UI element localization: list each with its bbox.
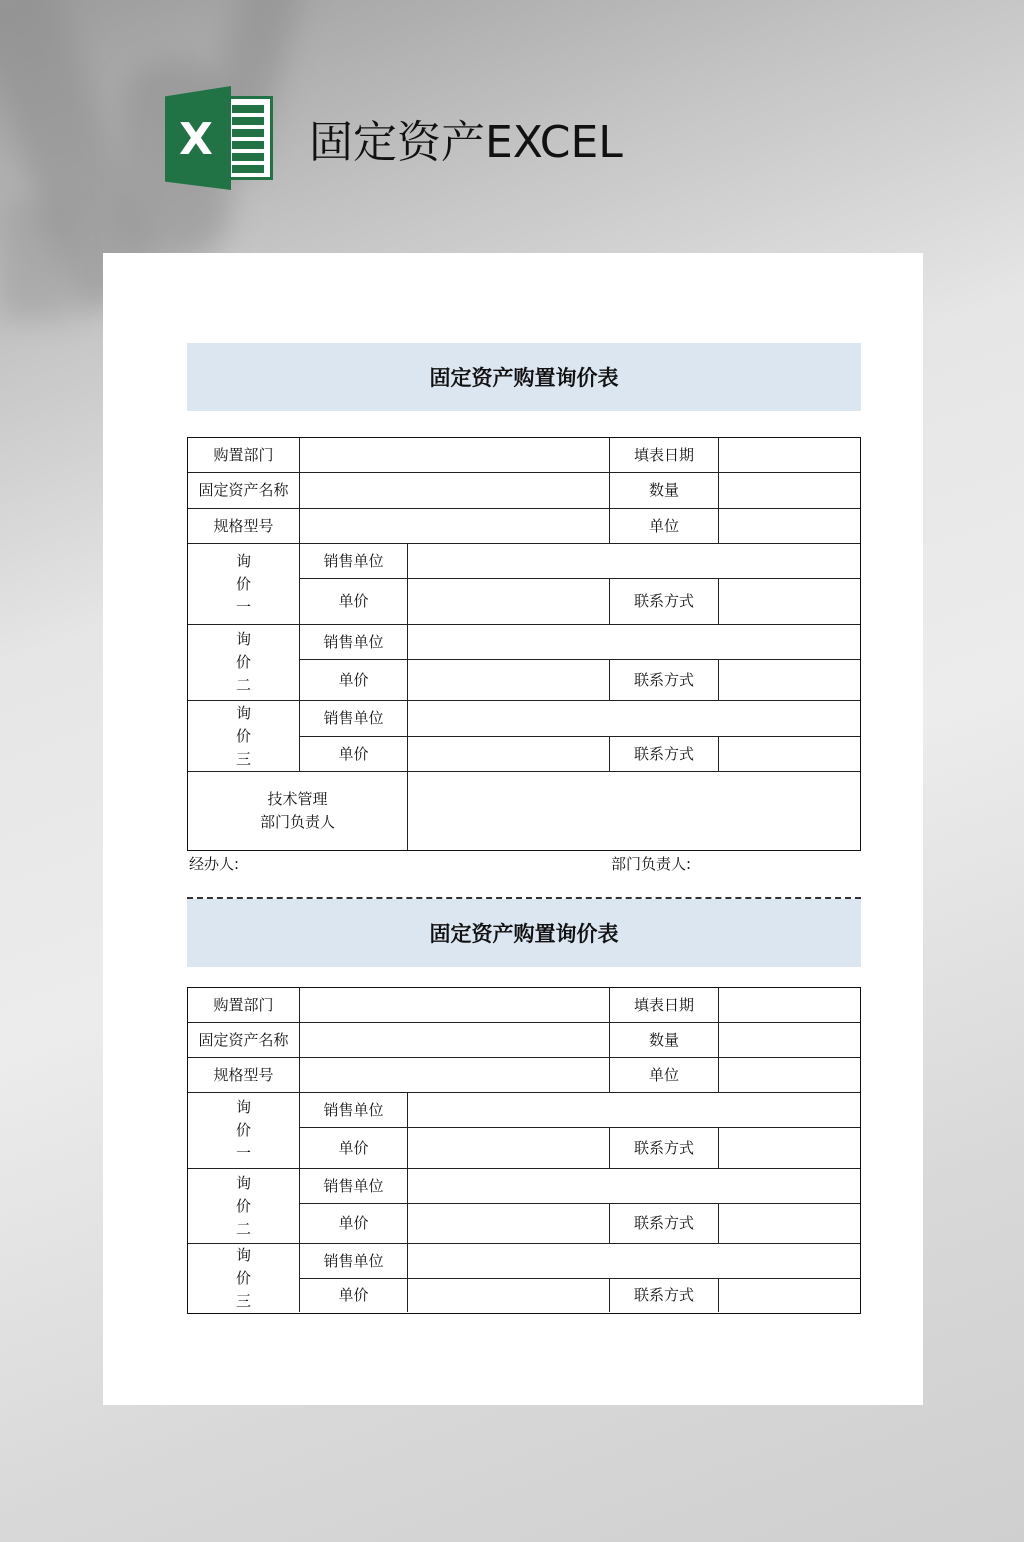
seller-input[interactable] (408, 701, 860, 737)
unit-input[interactable] (719, 509, 860, 544)
price-input[interactable] (408, 1279, 610, 1312)
unit-label: 单位 (610, 509, 719, 544)
spec-input[interactable] (300, 1058, 610, 1093)
spec-label: 规格型号 (188, 509, 300, 544)
page-title: 固定资产EXCEL (309, 117, 623, 168)
seller-input[interactable] (408, 1244, 860, 1279)
asset-name-input[interactable] (300, 1023, 610, 1058)
handler-label: 经办人: (189, 855, 240, 873)
inquiry-table (187, 987, 861, 1314)
contact-label: 联系方式 (610, 579, 719, 625)
seller-input[interactable] (408, 1093, 860, 1128)
dept-input[interactable] (300, 988, 610, 1023)
contact-input[interactable] (719, 737, 860, 772)
quantity-input[interactable] (719, 1023, 860, 1058)
seller-label: 销售单位 (300, 701, 408, 737)
price-label: 单价 (300, 1204, 408, 1244)
contact-input[interactable] (719, 660, 860, 701)
spec-label: 规格型号 (188, 1058, 300, 1093)
seller-label: 销售单位 (300, 544, 408, 579)
date-label: 填表日期 (610, 438, 719, 473)
contact-input[interactable] (719, 1128, 860, 1169)
contact-label: 联系方式 (610, 1204, 719, 1244)
seller-label: 销售单位 (300, 625, 408, 660)
contact-label: 联系方式 (610, 1128, 719, 1169)
date-input[interactable] (719, 438, 860, 473)
tech-manager-label: 技术管理 部门负责人 (188, 772, 408, 850)
quote-1-label: 询 价 一 (188, 544, 300, 625)
form-title: 固定资产购置询价表 (429, 922, 619, 946)
quantity-label: 数量 (610, 473, 719, 509)
unit-label: 单位 (610, 1058, 719, 1093)
tech-manager-input[interactable] (408, 772, 860, 850)
document-page (103, 253, 923, 1405)
quote-2-label: 询 价 二 (188, 1169, 300, 1244)
contact-input[interactable] (719, 1279, 860, 1312)
contact-label: 联系方式 (610, 660, 719, 701)
asset-name-input[interactable] (300, 473, 610, 509)
inquiry-table (187, 437, 861, 851)
contact-input[interactable] (719, 1204, 860, 1244)
price-input[interactable] (408, 660, 610, 701)
dept-head-label: 部门负责人: (611, 855, 692, 873)
seller-input[interactable] (408, 544, 860, 579)
quantity-label: 数量 (610, 1023, 719, 1058)
seller-label: 销售单位 (300, 1093, 408, 1128)
seller-input[interactable] (408, 1169, 860, 1204)
price-input[interactable] (408, 1204, 610, 1244)
asset-name-label: 固定资产名称 (188, 473, 300, 509)
quote-3-label: 询 价 三 (188, 701, 300, 772)
quantity-input[interactable] (719, 473, 860, 509)
page-header (165, 86, 623, 190)
spec-input[interactable] (300, 509, 610, 544)
seller-label: 销售单位 (300, 1244, 408, 1279)
price-label: 单价 (300, 1279, 408, 1312)
price-input[interactable] (408, 737, 610, 772)
excel-icon: X (165, 86, 273, 190)
dept-label: 购置部门 (188, 438, 300, 473)
quote-3-label: 询 价 三 (188, 1244, 300, 1312)
unit-input[interactable] (719, 1058, 860, 1093)
quote-2-label: 询 价 二 (188, 625, 300, 701)
quote-1-label: 询 价 一 (188, 1093, 300, 1169)
contact-input[interactable] (719, 579, 860, 625)
price-label: 单价 (300, 1128, 408, 1169)
price-label: 单价 (300, 579, 408, 625)
contact-label: 联系方式 (610, 1279, 719, 1312)
price-input[interactable] (408, 1128, 610, 1169)
dept-input[interactable] (300, 438, 610, 473)
contact-label: 联系方式 (610, 737, 719, 772)
date-label: 填表日期 (610, 988, 719, 1023)
dept-label: 购置部门 (188, 988, 300, 1023)
seller-label: 销售单位 (300, 1169, 408, 1204)
form-title-banner (187, 343, 861, 411)
price-label: 单价 (300, 660, 408, 701)
form-title-banner (187, 899, 861, 967)
price-label: 单价 (300, 737, 408, 772)
seller-input[interactable] (408, 625, 860, 660)
background-shadow (0, 200, 70, 320)
date-input[interactable] (719, 988, 860, 1023)
asset-name-label: 固定资产名称 (188, 1023, 300, 1058)
price-input[interactable] (408, 579, 610, 625)
form-title: 固定资产购置询价表 (429, 366, 619, 390)
